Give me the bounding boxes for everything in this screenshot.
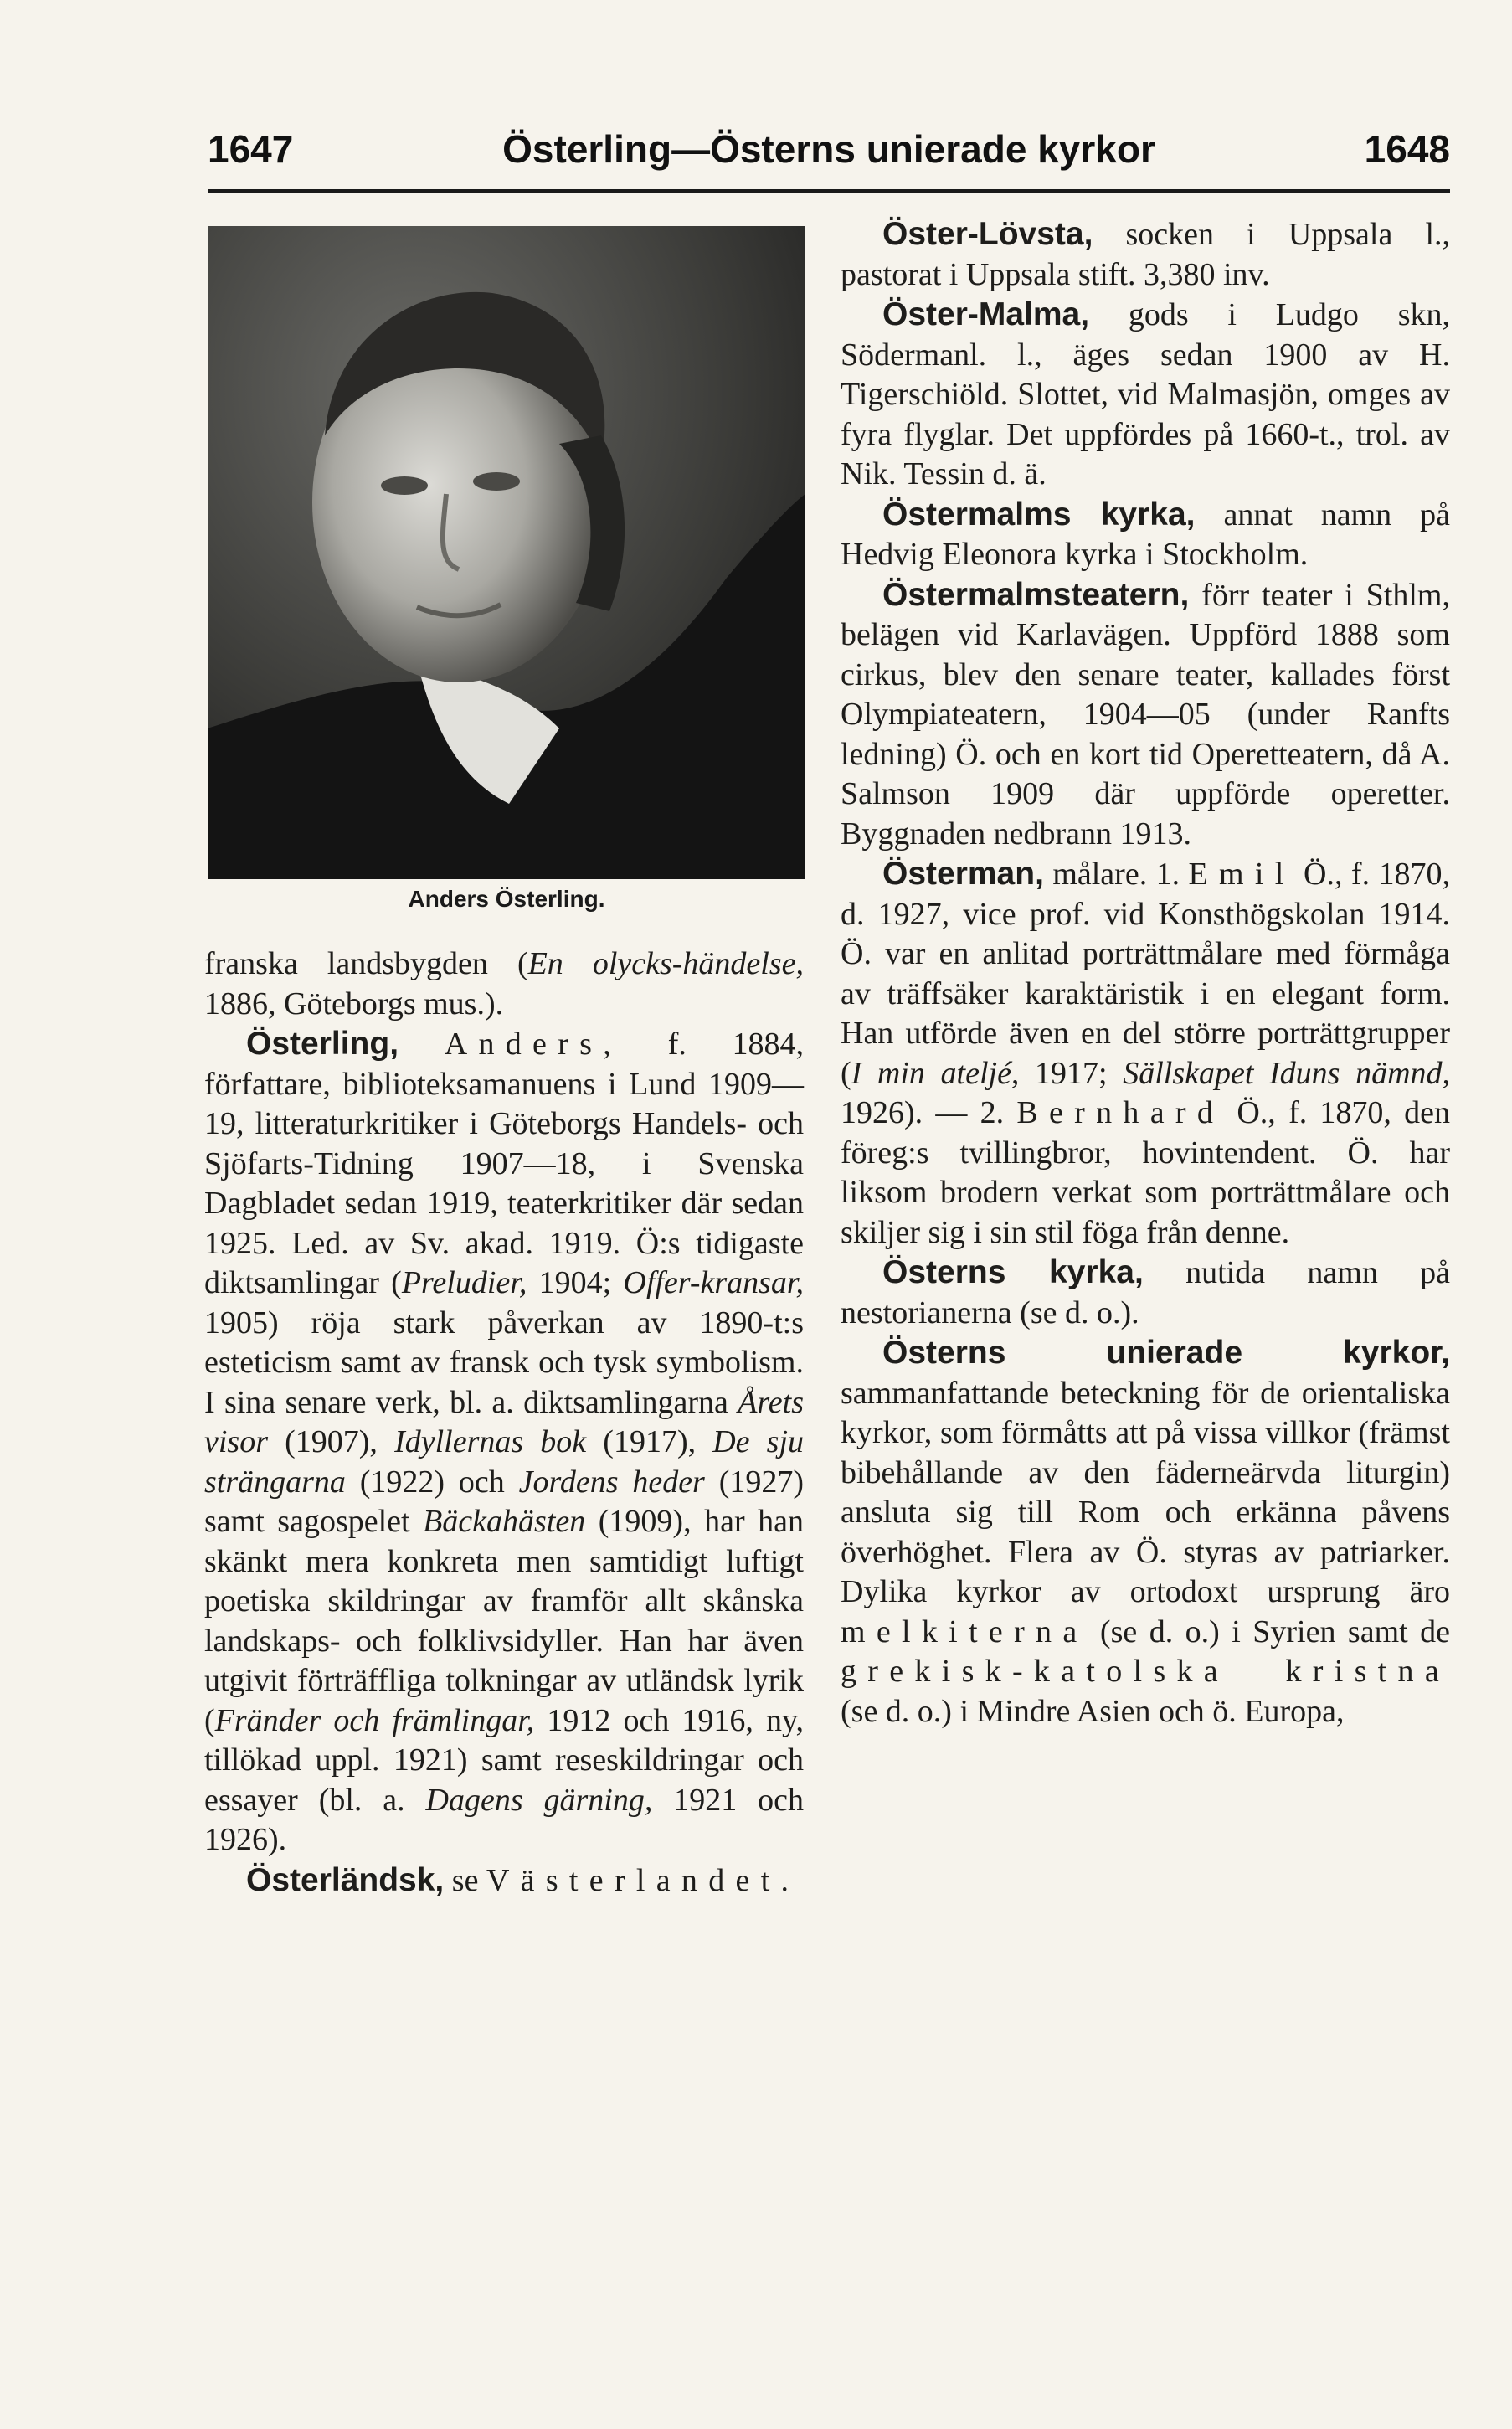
text-span: 1886, Göteborgs mus.). bbox=[204, 985, 504, 1022]
text-span: 1912 och 1916, ny, tillökad uppl. 1921) samt reseskildringar och essayer (bl. a. bbox=[204, 1702, 805, 1818]
headword: Öster-Malma, bbox=[882, 296, 1090, 332]
text-span: nutida namn på nestorianerna (se d. o.). bbox=[841, 1255, 1450, 1330]
text-span: franska landsbygden ( bbox=[204, 946, 528, 981]
portrait-illustration bbox=[208, 226, 805, 879]
entry-oster-malma bbox=[841, 295, 1450, 495]
headword: Österman, bbox=[882, 856, 1044, 892]
text-span: Ö., f. 1870, d. 1927, vice prof. vid Konsthögskolan 1914. Ö. var en anlitad porträttmålare med förmåga av träffsäker karaktäristik i en elegant form. Han utförde även en del större porträttgrupper ( bbox=[841, 857, 1450, 1091]
text-span: 1904; bbox=[527, 1265, 624, 1300]
text-span: (1917), bbox=[586, 1424, 713, 1459]
headword: Österns kyrka, bbox=[882, 1254, 1144, 1290]
text-span: 1905) röja stark påverkan av 1890-t:s esteticism samt av fransk och tysk symbolism. I sina senare verk, bl. a. diktsamlingarna bbox=[204, 1305, 804, 1420]
entry-osterling bbox=[204, 1024, 804, 1860]
entry-osterlandsk bbox=[204, 1860, 804, 1902]
text-span: (se d. o.) i Mindre Asien och ö. Europa, bbox=[841, 1693, 1345, 1729]
work-title: Preludier, bbox=[401, 1265, 527, 1300]
entry-osterns-unierade-kyrkor bbox=[841, 1333, 1450, 1732]
right-column bbox=[841, 214, 1450, 1732]
text-span: 1921 och 1926). bbox=[204, 1782, 804, 1857]
page-number-right: 1648 bbox=[1364, 127, 1450, 171]
header-rule bbox=[208, 189, 1450, 193]
running-title: Österling—Österns unierade kyrkor bbox=[502, 127, 1155, 171]
text-span: 1926). — 2. bbox=[841, 1095, 1017, 1130]
text-span: (1922) och bbox=[345, 1464, 519, 1500]
text-span: socken i Uppsala l., pastorat i Uppsala stift. 3,380 inv. bbox=[841, 217, 1450, 292]
running-header bbox=[208, 116, 1450, 183]
portrait-photo bbox=[208, 226, 805, 879]
text-span: (se d. o.) i Syrien samt de bbox=[1088, 1613, 1450, 1649]
text-span: 1917; bbox=[1019, 1055, 1124, 1091]
work-title: I min ateljé, bbox=[851, 1055, 1020, 1091]
text-span: Ö., f. 1870, den föreg:s tvillingbror, hovintendent. Ö. har liksom brodern verkat som porträttmålare och skiljer sig i sin stil föga från denne. bbox=[841, 1095, 1451, 1250]
text-span: f. 1884, författare, biblioteksamanuens i Lund 1909—19, litteraturkritiker i Göteborgs Handels- och Sjöfarts-Tidning 1907—18, i Svenska Dagbladet sedan 1919, teaterkritiker där sedan 1925. Led. av Sv. akad. 1919. Ö:s tidigaste diktsamlingar ( bbox=[204, 1027, 805, 1300]
text-span: målare. 1. bbox=[1043, 857, 1189, 892]
work-title: Sällskapet Iduns nämnd, bbox=[1123, 1055, 1451, 1091]
spaced-reference: melkiterna bbox=[841, 1613, 1088, 1649]
entry-oster-lovsta bbox=[841, 214, 1450, 295]
headword: Österländsk, bbox=[246, 1861, 445, 1898]
entry-osterman bbox=[841, 854, 1450, 1253]
headword: Östermalms kyrka, bbox=[882, 496, 1196, 533]
work-title: Dagens gärning, bbox=[425, 1782, 653, 1818]
entry-osterns-kyrka bbox=[841, 1253, 1450, 1333]
text-span: (1909), har han skänkt mera konkreta men samtidigt luftigt poetiska skildringar av framför allt skånska landskaps- och folklivsidyller. Han har även utgivit förträffliga tolkningar av utländsk lyrik ( bbox=[204, 1504, 804, 1738]
work-title: Idyllernas bok bbox=[394, 1424, 587, 1459]
text-span: sammanfattande beteckning för de orientaliska kyrkor, som förmåtts att på vissa villkor (främst bibehållande av den fäderneärvda liturgin) ansluta sig till Rom och erkänna påvens överhöghet. Flera av Ö. styras av patriarker. Dylika kyrkor av ortodoxt ursprung äro bbox=[841, 1375, 1450, 1609]
entry-ostermalmsteatern bbox=[841, 575, 1450, 855]
entry-ostermalms-kyrka bbox=[841, 495, 1450, 575]
cross-reference: Västerlandet. bbox=[486, 1862, 800, 1898]
work-title: Fränder och främlingar, bbox=[214, 1702, 535, 1738]
headword: Österns unierade kyrkor, bbox=[882, 1335, 1450, 1371]
page-number-left: 1647 bbox=[208, 127, 294, 171]
text-span: annat namn på Hedvig Eleonora kyrka i Stockholm. bbox=[841, 497, 1450, 572]
work-title: De sju strängarna bbox=[204, 1424, 805, 1500]
text-span: se bbox=[444, 1862, 486, 1898]
spaced-name: Emil bbox=[1188, 857, 1295, 892]
headword: Östermalmsteatern, bbox=[882, 576, 1190, 613]
work-title: Bäckahästen bbox=[423, 1504, 586, 1539]
work-title: En olycks-händelse, bbox=[527, 946, 804, 981]
text-span: (1927) samt sagospelet bbox=[204, 1464, 804, 1539]
spaced-name: Bernhard bbox=[1016, 1095, 1225, 1130]
paragraph-continuation bbox=[204, 944, 804, 1024]
work-title: Jordens heder bbox=[518, 1464, 705, 1500]
text-span: gods i Ludgo skn, Södermanl. l., äges sedan 1900 av H. Tigerschiöld. Slottet, vid Malmasjön, omges av fyra flyglar. Det uppfördes på 1660-t., trol. av Nik. Tessin d. ä. bbox=[841, 297, 1450, 491]
headword: Öster-Lövsta, bbox=[882, 216, 1093, 252]
spaced-reference: grekisk-katolska kristna bbox=[841, 1654, 1450, 1689]
text-span: förr teater i Sthlm, belägen vid Karlavägen. Uppförd 1888 som cirkus, blev den senare teater, kallades först Olympiateatern, 1904—05 (under Ranfts ledning) Ö. och en kort tid Operetteatern, då A. Salmson 1909 där uppförde operetter. Byggnaden nedbrann 1913. bbox=[841, 577, 1450, 852]
work-title: Offer-kransar, bbox=[623, 1265, 804, 1300]
left-column bbox=[204, 944, 804, 1901]
work-title: Årets visor bbox=[204, 1384, 804, 1459]
portrait-caption: Anders Österling. bbox=[408, 886, 605, 912]
text-span: (1907), bbox=[268, 1424, 395, 1459]
headword: Österling, bbox=[246, 1026, 399, 1062]
spaced-name: Anders, bbox=[444, 1027, 623, 1062]
